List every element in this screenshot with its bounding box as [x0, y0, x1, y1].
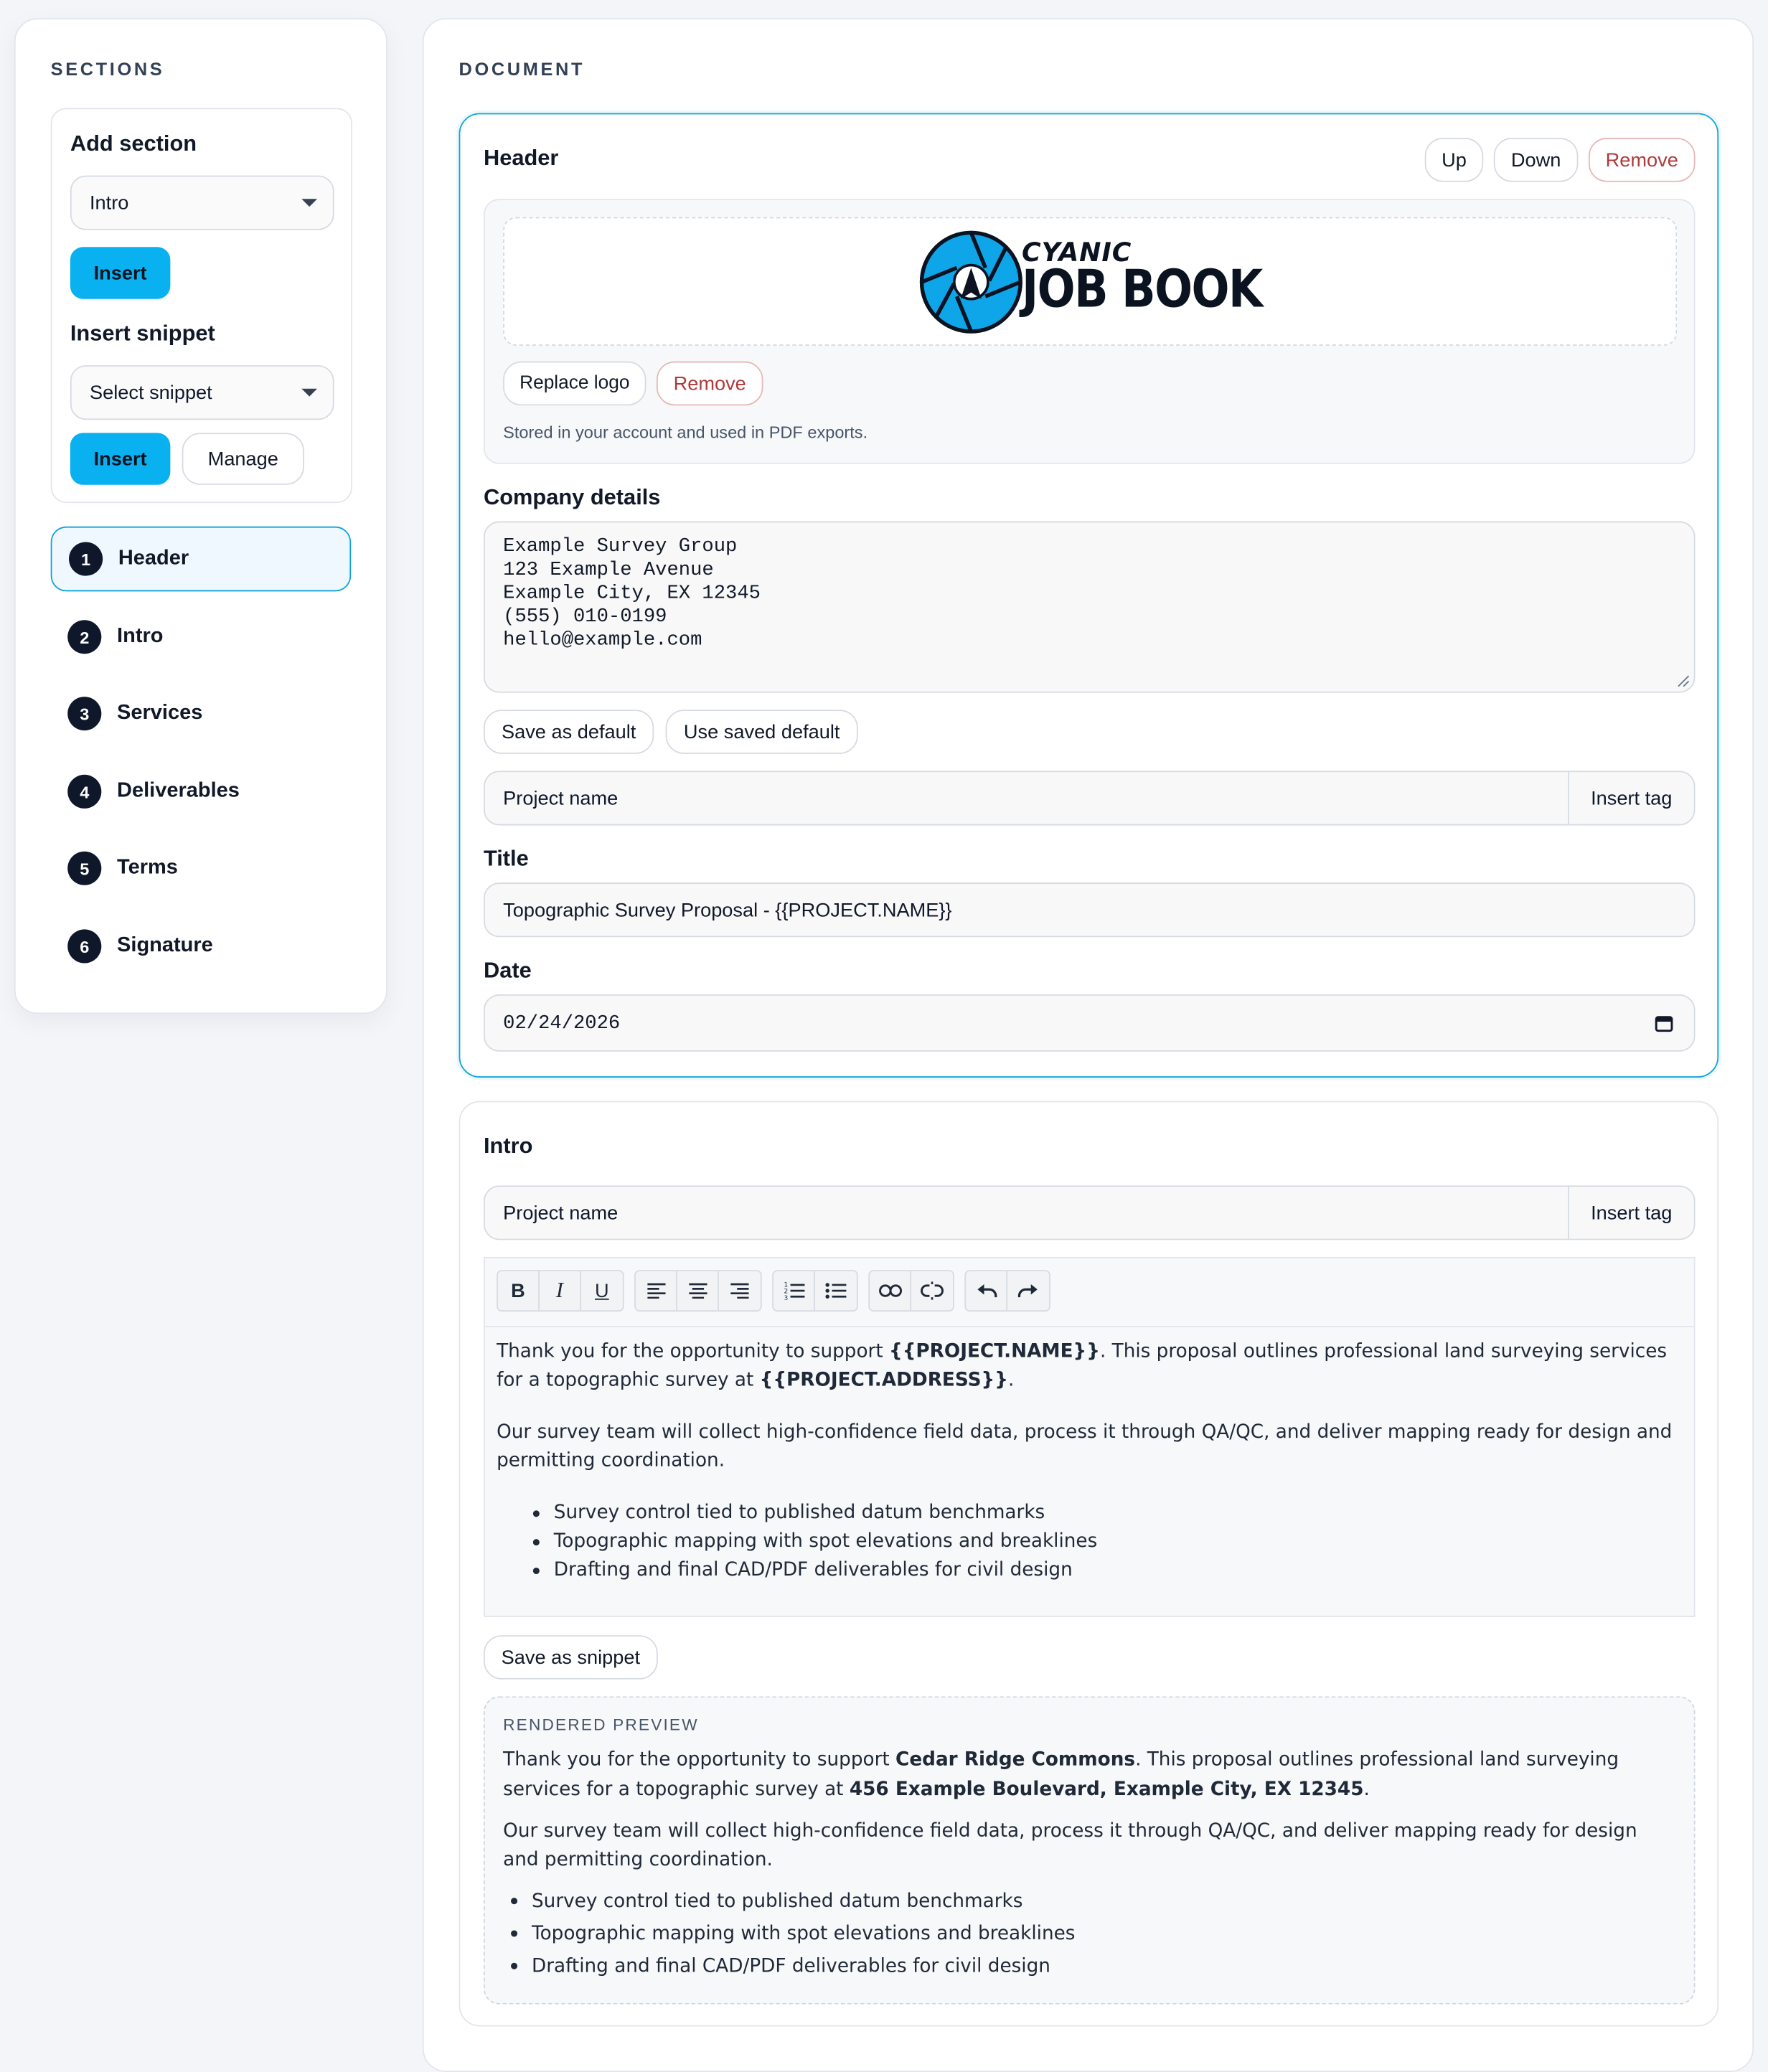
nav-number-badge: 4 — [67, 775, 101, 809]
insert-tag-button[interactable]: Insert tag — [1568, 1187, 1694, 1238]
nav-number-badge: 6 — [67, 929, 101, 963]
svg-text:3: 3 — [783, 1294, 788, 1300]
tag-select[interactable]: Project name — [503, 787, 619, 809]
preview-paragraph: Our survey team will collect high-confidence field data, process it through QA/QC, and deliver mapping ready for design and permitting coordination. — [503, 1821, 1637, 1871]
aperture-logo-icon — [918, 229, 1025, 336]
document-panel — [423, 18, 1754, 2072]
chevron-down-icon — [301, 199, 317, 207]
unlink-icon[interactable] — [911, 1271, 953, 1310]
sidebar-item-label: Signature — [117, 934, 213, 957]
project-address-tag: {{PROJECT.ADDRESS}} — [759, 1370, 1008, 1391]
insert-snippet-label: Insert snippet — [70, 321, 215, 346]
sidebar-item-intro[interactable] — [51, 604, 352, 669]
nav-number-badge: 3 — [67, 697, 101, 730]
sidebar-item-label: Intro — [117, 625, 164, 648]
sidebar-item-signature[interactable] — [51, 914, 352, 979]
add-section-box — [51, 108, 352, 503]
sidebar-item-terms[interactable] — [51, 836, 352, 901]
company-line: 123 Example Avenue — [503, 559, 714, 581]
preview-content — [503, 1746, 1678, 1984]
company-line: hello@example.com — [503, 628, 702, 651]
list-group — [772, 1270, 858, 1312]
title-input[interactable]: Topographic Survey Proposal - {{PROJECT.NAME}} — [484, 882, 1696, 937]
sidebar-item-header[interactable] — [51, 527, 352, 592]
nav-number-badge: 5 — [67, 852, 101, 885]
list-item: Topographic mapping with spot elevations and breaklines — [503, 1918, 1678, 1951]
intro-section-card[interactable] — [459, 1101, 1719, 2027]
history-group — [964, 1270, 1050, 1312]
preview-paragraph: Thank you for the opportunity to support Cedar Ridge Commons. This proposal outlines professional land surveying services for a topographic survey at 456 Example Boulevard, Example City, EX 12345. — [503, 1749, 1619, 1801]
bullet-list-icon[interactable] — [815, 1271, 857, 1310]
align-center-icon[interactable] — [677, 1271, 719, 1310]
rendered-preview — [484, 1696, 1696, 2004]
use-saved-default-button[interactable]: Use saved default — [666, 710, 858, 754]
move-up-button[interactable]: Up — [1425, 138, 1484, 182]
sidebar-item-deliverables[interactable] — [51, 759, 352, 824]
editor-content[interactable] — [497, 1337, 1675, 1584]
editor-toolbar — [485, 1258, 1694, 1327]
align-left-icon[interactable] — [636, 1271, 677, 1310]
editor-paragraph: Our survey team will collect high-confidence field data, process it through QA/QC, and deliver mapping ready for design and permitting coordination. — [497, 1422, 1673, 1471]
link-icon[interactable] — [870, 1271, 911, 1310]
sidebar-item-label: Deliverables — [117, 780, 240, 802]
date-label: Date — [483, 958, 532, 983]
header-section-card[interactable] — [459, 113, 1719, 1078]
insert-section-button[interactable]: Insert — [70, 247, 171, 298]
link-group — [868, 1270, 954, 1312]
replace-logo-button[interactable]: Replace logo — [503, 362, 646, 406]
list-item: Topographic mapping with spot elevations and breaklines — [525, 1527, 1675, 1556]
align-group — [634, 1270, 762, 1312]
section-type-select-value: Intro — [90, 192, 129, 215]
move-down-button[interactable]: Down — [1494, 138, 1579, 182]
manage-snippets-button[interactable]: Manage — [182, 433, 304, 484]
rich-text-editor — [484, 1257, 1696, 1617]
remove-logo-button[interactable]: Remove — [657, 362, 763, 406]
insert-snippet-button[interactable]: Insert — [70, 433, 171, 484]
svg-text:2: 2 — [783, 1288, 788, 1296]
tag-select[interactable]: Project name — [503, 1201, 619, 1224]
sidebar-item-label: Terms — [117, 856, 178, 879]
logo-dropzone[interactable] — [503, 217, 1677, 346]
project-name-value: Cedar Ridge Commons — [895, 1749, 1136, 1771]
title-label: Title — [483, 846, 529, 871]
list-item: Drafting and final CAD/PDF deliverables for civil design — [503, 1951, 1678, 1983]
sidebar-item-label: Header — [118, 547, 189, 570]
company-details-label: Company details — [483, 484, 661, 510]
intro-card-title: Intro — [483, 1133, 533, 1159]
logo-block — [484, 199, 1696, 464]
company-line: Example Survey Group — [503, 535, 738, 558]
date-input[interactable] — [484, 994, 1696, 1052]
preview-title: RENDERED PREVIEW — [503, 1715, 699, 1734]
sidebar-item-services[interactable] — [51, 681, 352, 746]
date-value: 02/24/2026 — [503, 1012, 621, 1035]
header-tag-picker — [484, 771, 1696, 825]
format-group — [497, 1270, 624, 1312]
list-item: Survey control tied to published datum benchmarks — [503, 1886, 1678, 1918]
resize-handle-icon[interactable] — [1677, 674, 1690, 687]
ordered-list-icon[interactable] — [774, 1271, 815, 1310]
snippet-select[interactable] — [70, 365, 334, 420]
preview-bullet-list — [503, 1886, 1678, 1984]
intro-tag-picker — [484, 1185, 1696, 1240]
document-heading: DOCUMENT — [459, 58, 586, 80]
save-as-snippet-button[interactable]: Save as snippet — [484, 1635, 658, 1680]
calendar-icon[interactable] — [1655, 1014, 1673, 1032]
sidebar-item-label: Services — [117, 702, 203, 725]
logo-brand-main: JOB BOOK — [1022, 260, 1262, 320]
svg-text:1: 1 — [783, 1281, 788, 1289]
list-item: Survey control tied to published datum benchmarks — [525, 1499, 1675, 1527]
bold-button[interactable]: B — [498, 1271, 540, 1310]
underline-button[interactable]: U — [595, 1279, 609, 1302]
company-logo — [918, 229, 1269, 336]
project-name-tag: {{PROJECT.NAME}} — [888, 1341, 1100, 1362]
remove-section-button[interactable]: Remove — [1589, 138, 1696, 182]
logo-brand-top: CYANIC — [1022, 236, 1132, 268]
insert-tag-button[interactable]: Insert tag — [1568, 772, 1694, 824]
snippet-select-value: Select snippet — [90, 381, 212, 404]
company-line: Example City, EX 12345 — [503, 582, 761, 605]
company-details-textarea[interactable] — [484, 522, 1696, 693]
header-card-title: Header — [483, 145, 559, 171]
project-address-value: 456 Example Boulevard, Example City, EX 12345 — [849, 1779, 1364, 1801]
sidebar-heading: SECTIONS — [50, 58, 165, 80]
redo-icon[interactable] — [1007, 1271, 1049, 1310]
logo-storage-note: Stored in your account and used in PDF exports. — [503, 422, 868, 442]
italic-button[interactable]: I — [540, 1271, 581, 1310]
list-item: Drafting and final CAD/PDF deliverables for civil design — [525, 1556, 1675, 1585]
nav-number-badge: 2 — [67, 620, 101, 654]
editor-paragraph: Thank you for the opportunity to support {{PROJECT.NAME}}. This proposal outlines professional land surveying services for a topographic survey at {{PROJECT.ADDRESS}}. — [497, 1341, 1668, 1391]
editor-bullet-list — [497, 1499, 1675, 1585]
align-right-icon[interactable] — [719, 1271, 761, 1310]
undo-icon[interactable] — [966, 1271, 1007, 1310]
section-type-select[interactable] — [70, 176, 334, 230]
sections-sidebar — [14, 18, 387, 1014]
save-as-default-button[interactable]: Save as default — [484, 710, 654, 754]
chevron-down-icon — [301, 389, 317, 397]
nav-number-badge: 1 — [69, 542, 103, 576]
company-line: (555) 010-0199 — [503, 606, 667, 628]
add-section-label: Add section — [70, 131, 197, 156]
